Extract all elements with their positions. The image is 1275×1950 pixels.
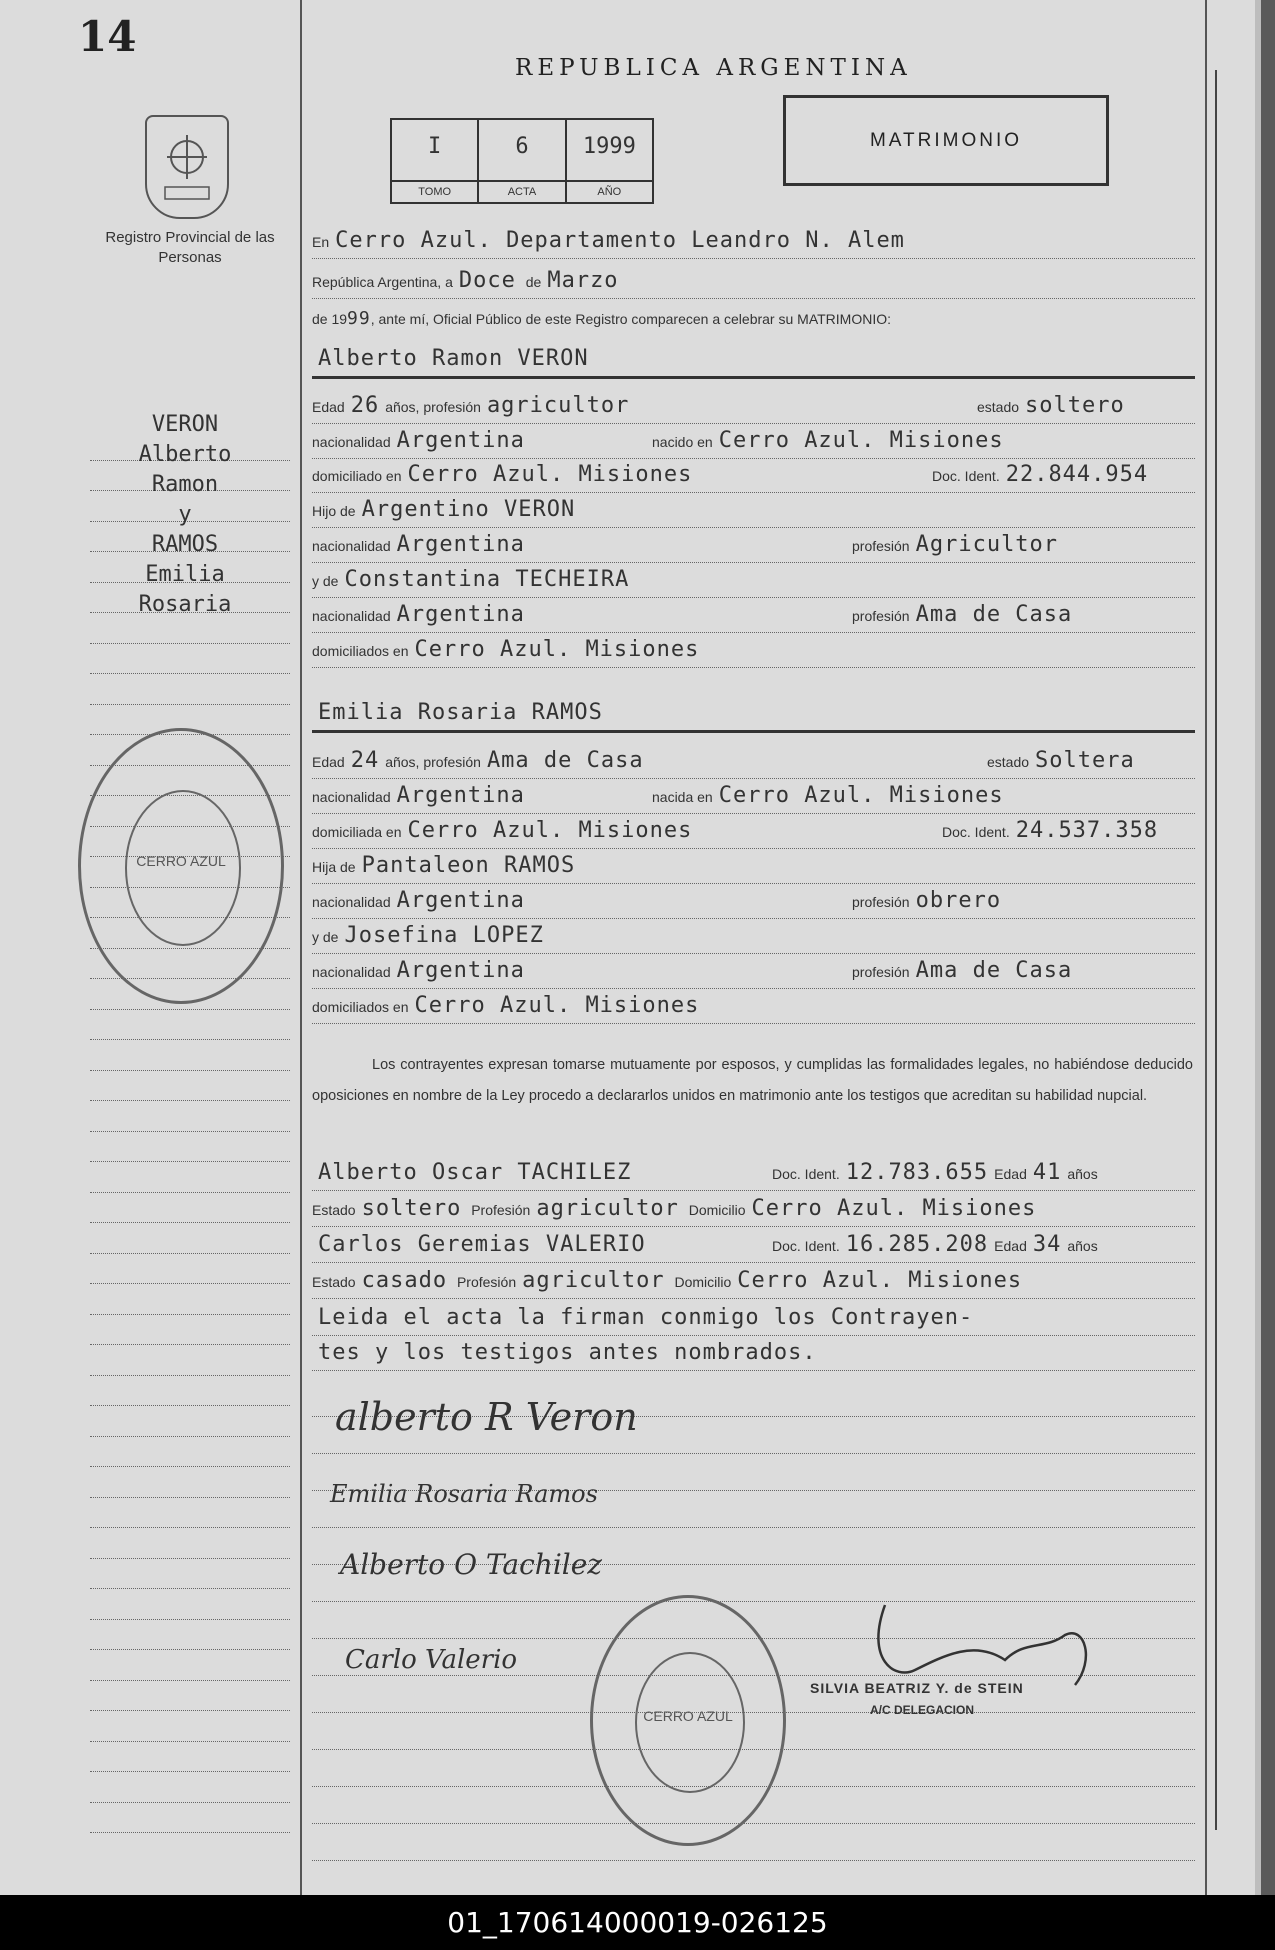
groom-father-nat-line: nacionalidad Argentina profesión Agricultor <box>312 532 1195 563</box>
witness1-line: Alberto Oscar TACHILEZ Doc. Ident. 12.783.655 Edad 41 años <box>312 1160 1195 1191</box>
margin-name-line: Alberto <box>138 442 232 467</box>
groom-name: Alberto Ramon VERON <box>318 346 589 371</box>
bride-mother-nat-line: nacionalidad Argentina profesión Ama de Casa <box>312 958 1195 989</box>
tomo-value: I <box>428 134 442 159</box>
bride-name-line <box>312 700 1195 733</box>
registry-crest-icon <box>145 115 229 219</box>
groom-domicile-line: domiciliado en Cerro Azul. Misiones Doc. Ident. 22.844.954 <box>312 462 1195 493</box>
official-name: SILVIA BEATRIZ Y. de STEIN <box>810 1680 1024 1696</box>
bride-signature: Emilia Rosaria Ramos <box>330 1480 598 1508</box>
acta-value: 6 <box>515 134 529 159</box>
witness1-details-line: Estado soltero Profesión agricultor Domicilio Cerro Azul. Misiones <box>312 1196 1195 1227</box>
bride-father-nat-line: nacionalidad Argentina profesión obrero <box>312 888 1195 919</box>
margin-name-line: Emilia <box>145 562 225 587</box>
witness1-signature: Alberto O Tachilez <box>340 1548 603 1581</box>
document-id-bar: 01_170614000019-026125 <box>0 1895 1275 1950</box>
declaration-paragraph: Los contrayentes expresan tomarse mutuamente por esposos, y cumplidas las formalidades legales, no habiéndose deducido oposiciones en nombre de la Ley procedo a declararlos unidos en matrimonio ante los testigos que acreditan su habilidad nupcial. <box>312 1057 1193 1104</box>
act-type-box: MATRIMONIO <box>783 95 1109 186</box>
groom-name-line <box>312 346 1195 379</box>
groom-mother-line: y de Constantina TECHEIRA <box>312 567 1195 598</box>
ano-label: AÑO <box>567 180 652 202</box>
tomo-label: TOMO <box>392 180 477 202</box>
margin-ruled-lines <box>90 430 290 1833</box>
acta-label: ACTA <box>479 180 564 202</box>
registry-stamp <box>78 728 284 1004</box>
bride-age-line: Edad 24 años, profesión Ama de Casa estado Soltera <box>312 748 1195 779</box>
groom-mother-nat-line: nacionalidad Argentina profesión Ama de Casa <box>312 602 1195 633</box>
volume-table <box>390 118 654 204</box>
stamp-bottom-text: CERRO AZUL <box>136 852 226 869</box>
witness2-line: Carlos Geremias VALERIO Doc. Ident. 16.285.208 Edad 34 años <box>312 1232 1195 1263</box>
margin-name-line: RAMOS <box>151 532 219 557</box>
groom-signature: alberto R Veron <box>335 1395 638 1439</box>
witness2-signature: Carlo Valerio <box>345 1645 518 1675</box>
groom-age-line: Edad 26 años, profesión agricultor estado soltero <box>312 393 1195 424</box>
bride-domicile-line: domiciliada en Cerro Azul. Misiones Doc. Ident. 24.537.358 <box>312 818 1195 849</box>
groom-nationality-line: nacionalidad Argentina nacido en Cerro Azul. Misiones <box>312 428 1195 459</box>
margin-name-line: VERON <box>151 412 219 437</box>
groom-parents-domicile-line: domiciliados en Cerro Azul. Misiones <box>312 637 1195 668</box>
intro-date-line: República Argentina, a Doce de Marzo <box>312 268 1195 299</box>
intro-statement-line: de 1999, ante mí, Oficial Público de este Registro comparecen a celebrar su MATRIMONIO: <box>312 308 892 329</box>
closing-line-1: Leida el acta la firman conmigo los Contrayen- <box>312 1305 1195 1336</box>
country-title: REPUBLICA ARGENTINA <box>515 55 912 81</box>
left-margin-column <box>0 0 302 1895</box>
official-role: A/C DELEGACION <box>870 1703 975 1717</box>
stamp-bottom-text: CERRO AZUL <box>643 1708 733 1725</box>
bride-mother-line: y de Josefina LOPEZ <box>312 923 1195 954</box>
bride-nationality-line: nacionalidad Argentina nacida en Cerro Azul. Misiones <box>312 783 1195 814</box>
intro-place-line: En Cerro Azul. Departamento Leandro N. Alem <box>312 228 1195 259</box>
margin-name-line: Ramon <box>151 472 219 497</box>
margin-name-line: y <box>178 502 192 527</box>
ano-value: 1999 <box>582 134 636 159</box>
witness2-details-line: Estado casado Profesión agricultor Domicilio Cerro Azul. Misiones <box>312 1268 1195 1299</box>
registry-label: Registro Provincial de las Personas <box>105 229 275 266</box>
groom-father-line: Hijo de Argentino VERON <box>312 497 1195 528</box>
bride-parents-domicile-line: domiciliados en Cerro Azul. Misiones <box>312 993 1195 1024</box>
bride-name: Emilia Rosaria RAMOS <box>318 700 603 725</box>
registry-stamp-bottom <box>590 1595 786 1846</box>
closing-line-2: tes y los testigos antes nombrados. <box>312 1340 1195 1371</box>
margin-names <box>95 410 275 620</box>
page-number: 14 <box>78 12 137 61</box>
place-value: Cerro Azul. Departamento Leandro N. Alem <box>335 228 905 253</box>
main-record <box>300 0 1207 1895</box>
margin-name-line: Rosaria <box>138 592 232 617</box>
bride-father-line: Hija de Pantaleon RAMOS <box>312 853 1195 884</box>
